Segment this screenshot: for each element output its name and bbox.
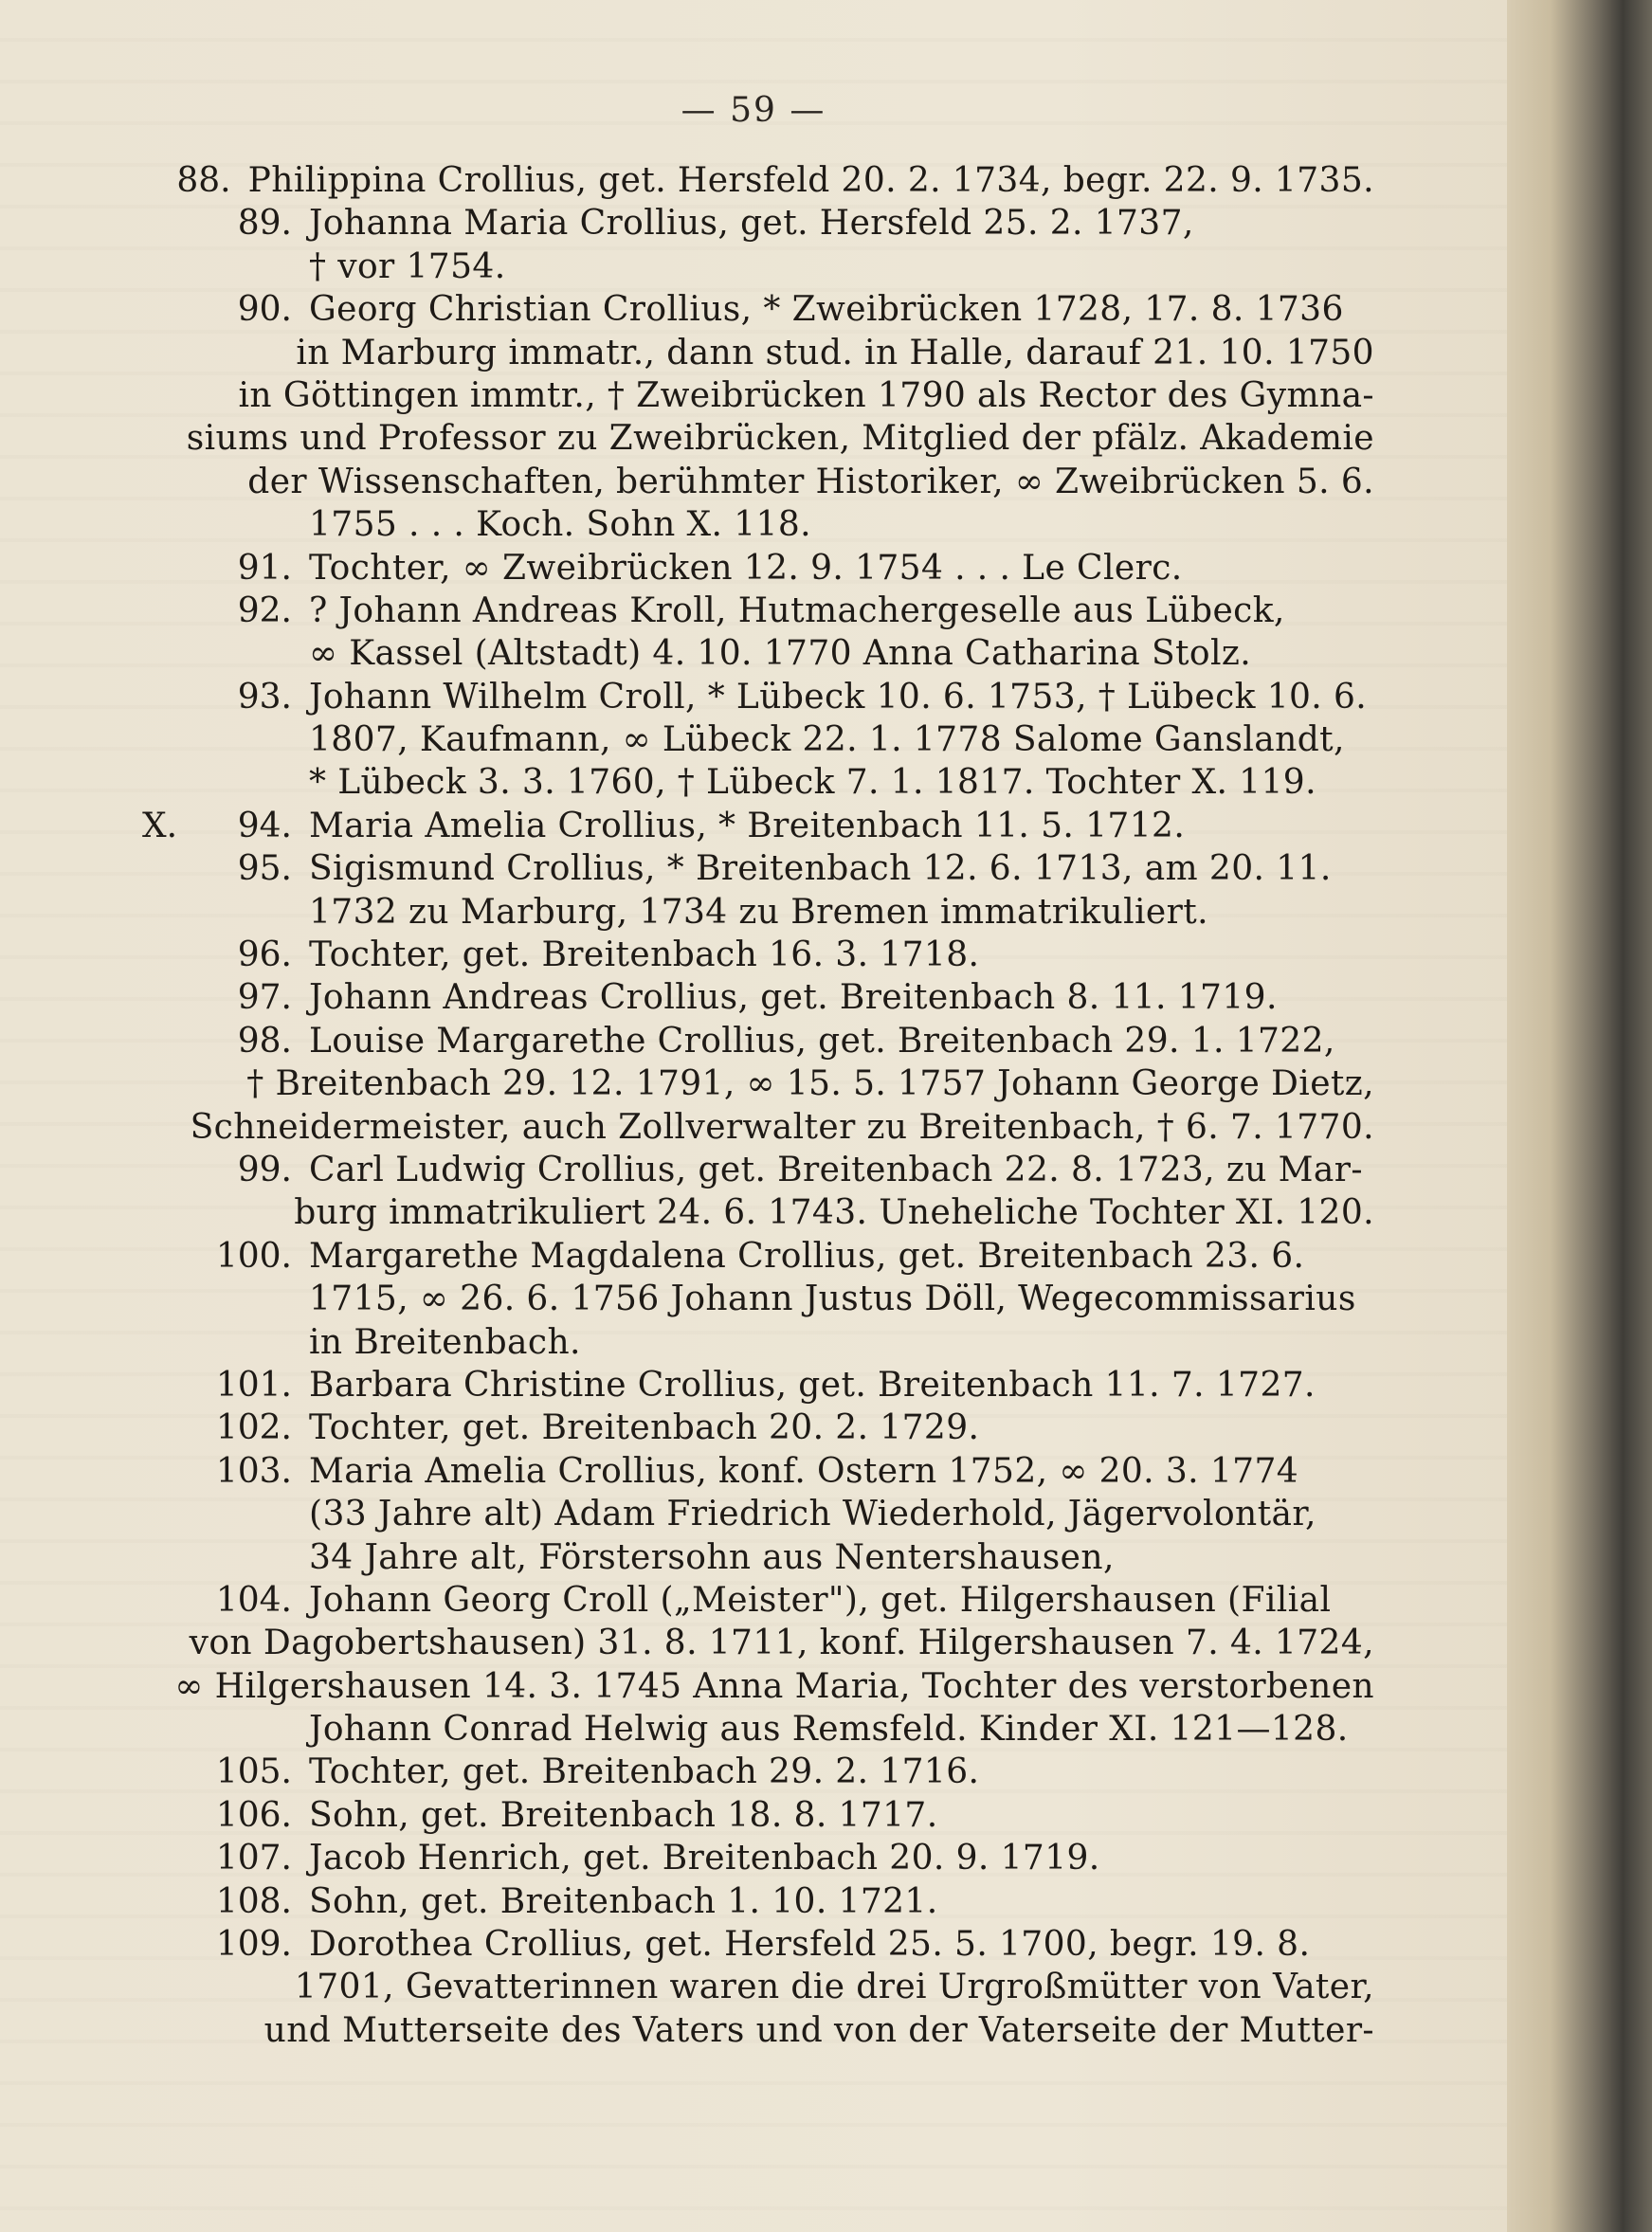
- section-prefix: [142, 847, 191, 890]
- entry-text: Johann Wilhelm Croll, * Lübeck 10. 6. 1753, † Lübeck 10. 6.: [309, 677, 1368, 717]
- entry-text: Philippina Crollius, get. Hersfeld 20. 2. 1734, begr. 22. 9. 1735.: [247, 161, 1374, 200]
- section-prefix: [142, 1923, 191, 1966]
- entry-line: [142, 934, 1374, 976]
- entry-text: Jacob Henrich, get. Breitenbach 20. 9. 1719.: [309, 1839, 1100, 1878]
- section-prefix: [142, 1450, 191, 1493]
- entry-line: [142, 1493, 1374, 1535]
- entry-line: [142, 1278, 1374, 1320]
- entry-text: Tochter, ∞ Zweibrücken 12. 9. 1754 . . . Le Clerc.: [309, 548, 1183, 588]
- section-prefix: [142, 1149, 191, 1191]
- entry-number: 105.: [215, 1752, 292, 1792]
- entry-text: in Breitenbach.: [309, 1322, 581, 1362]
- entry-line: [142, 590, 1374, 632]
- entry-line: [142, 417, 1374, 460]
- section-prefix: X.: [142, 806, 178, 845]
- entry-number: 97.: [237, 978, 292, 1018]
- entry-text: † vor 1754.: [309, 246, 506, 286]
- entry-text: in Göttingen immtr., † Zweibrücken 1790 als Rector des Gymna-: [238, 375, 1374, 415]
- section-prefix: [142, 1880, 191, 1923]
- entry-number: 106.: [215, 1795, 292, 1835]
- entry-line: [142, 1191, 1374, 1234]
- entry-text: (33 Jahre alt) Adam Friedrich Wiederhold, Jägervolontär,: [309, 1495, 1316, 1534]
- genealogy-entry: [142, 1235, 1374, 1364]
- entry-line: [142, 891, 1374, 934]
- book-gutter: [1507, 0, 1652, 2232]
- entry-number: 93.: [237, 677, 292, 717]
- entry-line: [142, 159, 1374, 202]
- genealogy-entry: [142, 676, 1374, 805]
- entry-text: siums und Professor zu Zweibrücken, Mitglied der pfälz. Akademie: [186, 419, 1374, 459]
- section-prefix: [142, 1364, 191, 1406]
- entry-number: 96.: [237, 935, 292, 975]
- genealogy-entry: [142, 934, 1374, 976]
- entry-line: [142, 1364, 1374, 1406]
- genealogy-entry: [142, 1450, 1374, 1579]
- entry-line: [142, 503, 1374, 546]
- entry-text: der Wissenschaften, berühmter Historiker, ∞ Zweibrücken 5. 6.: [247, 462, 1374, 501]
- genealogy-entry: [142, 1406, 1374, 1449]
- entry-number: 109.: [215, 1925, 292, 1965]
- entry-text: Sigismund Crollius, * Breitenbach 12. 6. 1713, am 20. 11.: [309, 849, 1332, 889]
- entry-text: Johann Conrad Helwig aus Remsfeld. Kinder XI. 121—128.: [309, 1710, 1349, 1750]
- entry-number: 91.: [237, 548, 292, 588]
- section-prefix: [142, 1406, 191, 1449]
- entry-text: Carl Ludwig Crollius, get. Breitenbach 22. 8. 1723, zu Mar-: [309, 1150, 1363, 1189]
- entry-number: 94.: [237, 806, 292, 845]
- entry-line: [142, 805, 1374, 847]
- entry-text: 1732 zu Marburg, 1734 zu Bremen immatrikuliert.: [309, 892, 1208, 932]
- entry-line: [142, 2009, 1374, 2052]
- entry-number: 101.: [215, 1365, 292, 1405]
- entry-line: [142, 202, 1374, 245]
- entry-number: 89.: [237, 204, 292, 244]
- entry-line: [142, 461, 1374, 503]
- entry-number: 104.: [215, 1580, 292, 1620]
- entry-text: Margarethe Magdalena Crollius, get. Breitenbach 23. 6.: [309, 1236, 1305, 1276]
- entry-text: Maria Amelia Crollius, konf. Ostern 1752, ∞ 20. 3. 1774: [309, 1451, 1299, 1491]
- entry-line: [142, 1837, 1374, 1879]
- entry-text: Sohn, get. Breitenbach 18. 8. 1717.: [309, 1795, 938, 1835]
- genealogy-entry: [142, 1579, 1374, 1751]
- genealogy-entry: [142, 1794, 1374, 1837]
- section-prefix: [142, 976, 191, 1019]
- genealogy-entry: [142, 1364, 1374, 1406]
- entry-number: 90.: [237, 290, 292, 330]
- genealogy-entry: [142, 847, 1374, 934]
- entry-text: 1807, Kaufmann, ∞ Lübeck 22. 1. 1778 Salome Ganslandt,: [309, 720, 1345, 760]
- entry-number: 98.: [237, 1021, 292, 1061]
- entry-text: Georg Christian Crollius, * Zweibrücken 1728, 17. 8. 1736: [309, 290, 1344, 330]
- genealogy-entry: [142, 976, 1374, 1019]
- section-prefix: [142, 1794, 191, 1837]
- entry-line: [142, 1579, 1374, 1622]
- entry-text: in Marburg immatr., dann stud. in Halle, darauf 21. 10. 1750: [296, 333, 1374, 372]
- entry-text: Maria Amelia Crollius, * Breitenbach 11. 5. 1712.: [309, 806, 1186, 845]
- entry-line: [142, 632, 1374, 675]
- entry-line: [142, 1880, 1374, 1923]
- entry-line: [142, 847, 1374, 890]
- section-prefix: [142, 202, 191, 245]
- section-prefix: [142, 1837, 191, 1879]
- genealogy-entry: [142, 1837, 1374, 1879]
- genealogy-entry: [142, 1923, 1374, 2052]
- entry-line: [142, 1020, 1374, 1062]
- genealogy-entry: [142, 1751, 1374, 1793]
- entry-number: 95.: [237, 849, 292, 889]
- section-prefix: [142, 159, 172, 202]
- entry-text: Barbara Christine Crollius, get. Breitenbach 11. 7. 1727.: [309, 1365, 1316, 1405]
- entry-line: [142, 1321, 1374, 1364]
- entry-number: 99.: [237, 1150, 292, 1189]
- genealogy-entry: [142, 288, 1374, 546]
- section-prefix: [142, 547, 191, 590]
- entry-line: [142, 676, 1374, 718]
- entry-line: [142, 1536, 1374, 1579]
- genealogy-entry: [142, 1880, 1374, 1923]
- genealogy-entry: [142, 1020, 1374, 1149]
- entry-line: [142, 1794, 1374, 1837]
- entry-line: [142, 1751, 1374, 1793]
- entry-line: [142, 718, 1374, 761]
- entry-text: Johann Georg Croll („Meister"), get. Hilgershausen (Filial: [309, 1580, 1332, 1620]
- section-prefix: [142, 676, 191, 718]
- entry-line: [142, 1235, 1374, 1278]
- entry-text: ∞ Kassel (Altstadt) 4. 10. 1770 Anna Catharina Stolz.: [309, 634, 1252, 674]
- entry-number: 92.: [237, 590, 292, 630]
- entry-text: † Breitenbach 29. 12. 1791, ∞ 15. 5. 1757 Johann George Dietz,: [246, 1064, 1374, 1104]
- entry-line: [142, 288, 1374, 331]
- entry-text: Dorothea Crollius, get. Hersfeld 25. 5. 1700, begr. 19. 8.: [309, 1925, 1311, 1965]
- section-prefix: [142, 1235, 191, 1278]
- section-prefix: [142, 590, 191, 632]
- section-prefix: [142, 288, 191, 331]
- entry-text: ? Johann Andreas Kroll, Hutmachergeselle aus Lübeck,: [309, 590, 1285, 630]
- entry-text: von Dagobertshausen) 31. 8. 1711, konf. Hilgershausen 7. 4. 1724,: [189, 1624, 1374, 1663]
- entry-text: Schneidermeister, auch Zollverwalter zu Breitenbach, † 6. 7. 1770.: [190, 1107, 1374, 1147]
- entry-number: 103.: [215, 1451, 292, 1491]
- entry-line: [142, 1622, 1374, 1664]
- entry-line: [142, 761, 1374, 804]
- entry-text: Tochter, get. Breitenbach 20. 2. 1729.: [309, 1408, 980, 1448]
- entry-text: Sohn, get. Breitenbach 1. 10. 1721.: [309, 1881, 938, 1921]
- genealogy-entry: [142, 590, 1374, 676]
- genealogy-entry-list: [142, 159, 1374, 2052]
- entry-text: burg immatrikuliert 24. 6. 1743. Uneheliche Tochter XI. 120.: [294, 1193, 1374, 1233]
- genealogy-entry: [142, 1149, 1374, 1235]
- page-number: — 59 —: [681, 91, 826, 130]
- entry-line: [142, 245, 1374, 288]
- genealogy-entry: [142, 159, 1374, 202]
- entry-number: 88.: [176, 161, 231, 200]
- genealogy-entry: [142, 202, 1374, 288]
- entry-text: ∞ Hilgershausen 14. 3. 1745 Anna Maria, Tochter des verstorbenen: [174, 1666, 1374, 1706]
- genealogy-entry: [142, 805, 1374, 847]
- entry-line: [142, 1708, 1374, 1751]
- section-prefix: [142, 1579, 191, 1622]
- entry-line: [142, 332, 1374, 374]
- entry-text: Johanna Maria Crollius, get. Hersfeld 25. 2. 1737,: [309, 204, 1194, 244]
- entry-text: 34 Jahre alt, Förstersohn aus Nentershausen,: [309, 1537, 1115, 1577]
- entry-text: Johann Andreas Crollius, get. Breitenbach 8. 11. 1719.: [309, 978, 1278, 1018]
- entry-line: [142, 1923, 1374, 1966]
- entry-text: * Lübeck 3. 3. 1760, † Lübeck 7. 1. 1817. Tochter X. 119.: [309, 763, 1316, 803]
- entry-text: 1701, Gevatterinnen waren die drei Urgroßmütter von Vater,: [294, 1968, 1374, 2007]
- entry-line: [142, 374, 1374, 417]
- entry-line: [142, 1062, 1374, 1105]
- section-prefix: [142, 934, 191, 976]
- entry-number: 107.: [215, 1839, 292, 1878]
- entry-text: 1755 . . . Koch. Sohn X. 118.: [309, 505, 811, 545]
- entry-line: [142, 1966, 1374, 2008]
- entry-line: [142, 1450, 1374, 1493]
- entry-number: 100.: [215, 1236, 292, 1276]
- entry-line: [142, 1106, 1374, 1149]
- genealogy-entry: [142, 547, 1374, 590]
- section-prefix: [142, 1020, 191, 1062]
- section-prefix: [142, 1751, 191, 1793]
- entry-text: 1715, ∞ 26. 6. 1756 Johann Justus Döll, Wegecommissarius: [309, 1279, 1356, 1319]
- entry-number: 108.: [215, 1881, 292, 1921]
- entry-number: 102.: [215, 1408, 292, 1448]
- entry-line: [142, 976, 1374, 1019]
- entry-text: und Mutterseite des Vaters und von der Vaterseite der Mutter-: [263, 2010, 1374, 2050]
- entry-text: Tochter, get. Breitenbach 16. 3. 1718.: [309, 935, 980, 975]
- entry-line: [142, 1149, 1374, 1191]
- entry-line: [142, 547, 1374, 590]
- entry-text: Tochter, get. Breitenbach 29. 2. 1716.: [309, 1752, 980, 1792]
- entry-line: [142, 1665, 1374, 1708]
- entry-line: [142, 1406, 1374, 1449]
- entry-text: Louise Margarethe Crollius, get. Breitenbach 29. 1. 1722,: [309, 1021, 1335, 1061]
